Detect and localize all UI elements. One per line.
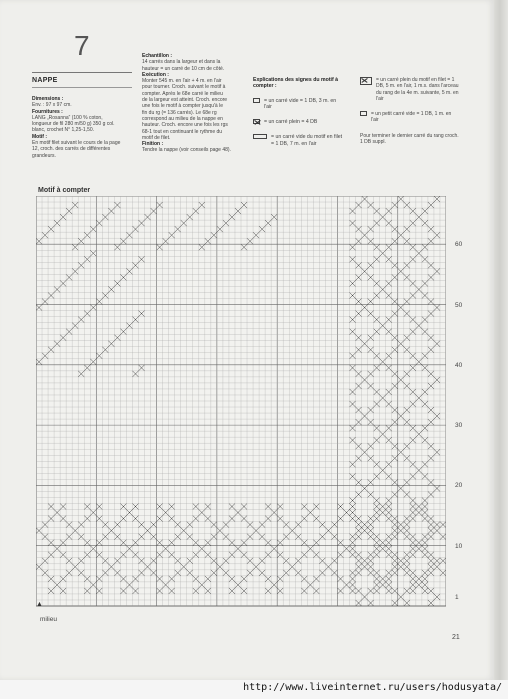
body-line: fin du rg (= 136 carrés). Le 68e rg: [142, 109, 217, 116]
row-number-label: 10: [455, 542, 463, 550]
body-line: de la largeur est atteint. Croch. encore: [142, 97, 228, 104]
body-line: Env. : 97 x 97 cm.: [32, 102, 72, 109]
row-number-label: 30: [455, 422, 463, 430]
body-line: 14 carrés dans la largeur et dans la: [142, 59, 221, 66]
body-line: LANG „Rosanna“ (100 % coton,: [32, 114, 103, 121]
section-heading: Dimensions :: [32, 96, 64, 102]
page-number: 21: [452, 634, 460, 641]
body-line: 12, croch. des carrés de différentes: [32, 146, 111, 153]
legend-text: = un carré plein = 4 DB: [264, 119, 318, 126]
body-line: Monter 545 m. en l'air + 4 m. en l'air: [142, 78, 222, 85]
instructions-column-2: [142, 53, 242, 154]
empty-square-symbol-icon: [360, 111, 367, 116]
body-line: 68-1 tout en continuant le rythme du: [142, 128, 223, 135]
legend-item: [253, 98, 345, 111]
body-line: pour tourner. Croch. suivant le motif à: [142, 84, 226, 91]
body-line: hauteur = un carré de 10 cm de côté.: [142, 65, 225, 72]
body-line: blanc, crochet N° 1,25-1,50.: [32, 127, 95, 134]
legend-text: = un carré vide du motif en filet = 1 DB, 7 m. en l'air: [271, 134, 343, 147]
row-number-label: 40: [455, 361, 463, 369]
center-arrow-icon: ▲: [36, 601, 43, 608]
legend-item: [360, 111, 460, 124]
body-line: correspond au milieu de la nappe en: [142, 115, 223, 122]
row-number-label: 1: [455, 593, 459, 601]
pattern-number: 7: [74, 30, 90, 61]
legend-item: [253, 134, 345, 147]
filled-square-symbol-icon: [253, 119, 260, 124]
filled-square-symbol-icon: [360, 77, 372, 85]
legend-closing: Pour terminer le dernier carré du rang croch. 1 DB suppl.: [360, 132, 459, 146]
legend-text: = un petit carré vide = 1 DB, 1 m. en l'air: [371, 111, 452, 124]
legend-title: Explications des signes du motif à compter :: [253, 77, 339, 90]
body-line: Tendre la nappe (voir conseils page 48).: [142, 147, 231, 154]
row-number-label: 50: [455, 301, 463, 309]
divider: [32, 72, 132, 73]
section-heading: Echantillon :: [142, 53, 172, 59]
body-line: hauteur. Croch. encore une fois les rgs: [142, 122, 228, 129]
row-number-label: 20: [455, 482, 463, 490]
section-heading: Motif :: [32, 133, 47, 140]
filet-chart-grid: [36, 196, 446, 611]
legend-item: [360, 77, 460, 102]
chart-label: Motif à compter: [38, 187, 91, 194]
body-line: compter. Après le 68e carré le milieu: [142, 90, 223, 97]
legend-text: = un carré vide = 1 DB, 3 m. en l'air: [264, 97, 337, 110]
empty-square-symbol-icon: [253, 98, 260, 103]
legend-text: = un carré plein du motif en filet = 1 DB, 5 m. en l'air, 1 m.s. dans l'arceau du rang de la 4e m. suivante, 5 m. en l'air: [376, 77, 459, 102]
section-heading: Fournitures :: [32, 108, 63, 115]
body-line: longueur de fil 280 m/50 g) 350 g col.: [32, 121, 115, 128]
body-line: grandeurs.: [32, 152, 56, 159]
empty-square-symbol-icon: [253, 134, 267, 139]
milieu-label: milieu: [40, 616, 57, 623]
legend-item: [253, 119, 345, 125]
section-heading: Exécution :: [142, 71, 169, 78]
section-heading: Finition :: [142, 141, 164, 148]
source-url: http://www.liveinternet.ru/users/hodusyata/: [243, 682, 502, 693]
legend-column: [253, 77, 345, 156]
row-number-label: 60: [455, 241, 463, 249]
body-line: une fois le motif à compter jusqu'à le: [142, 103, 223, 110]
instructions-column-1: [32, 96, 134, 159]
legend-column-right: [360, 77, 460, 145]
body-line: motif de filet.: [142, 134, 171, 141]
page-edge-shadow: [494, 0, 508, 680]
pattern-title: NAPPE: [32, 77, 58, 84]
divider: [32, 87, 132, 88]
body-line: En motif filet suivant le cours de la page: [32, 140, 121, 147]
